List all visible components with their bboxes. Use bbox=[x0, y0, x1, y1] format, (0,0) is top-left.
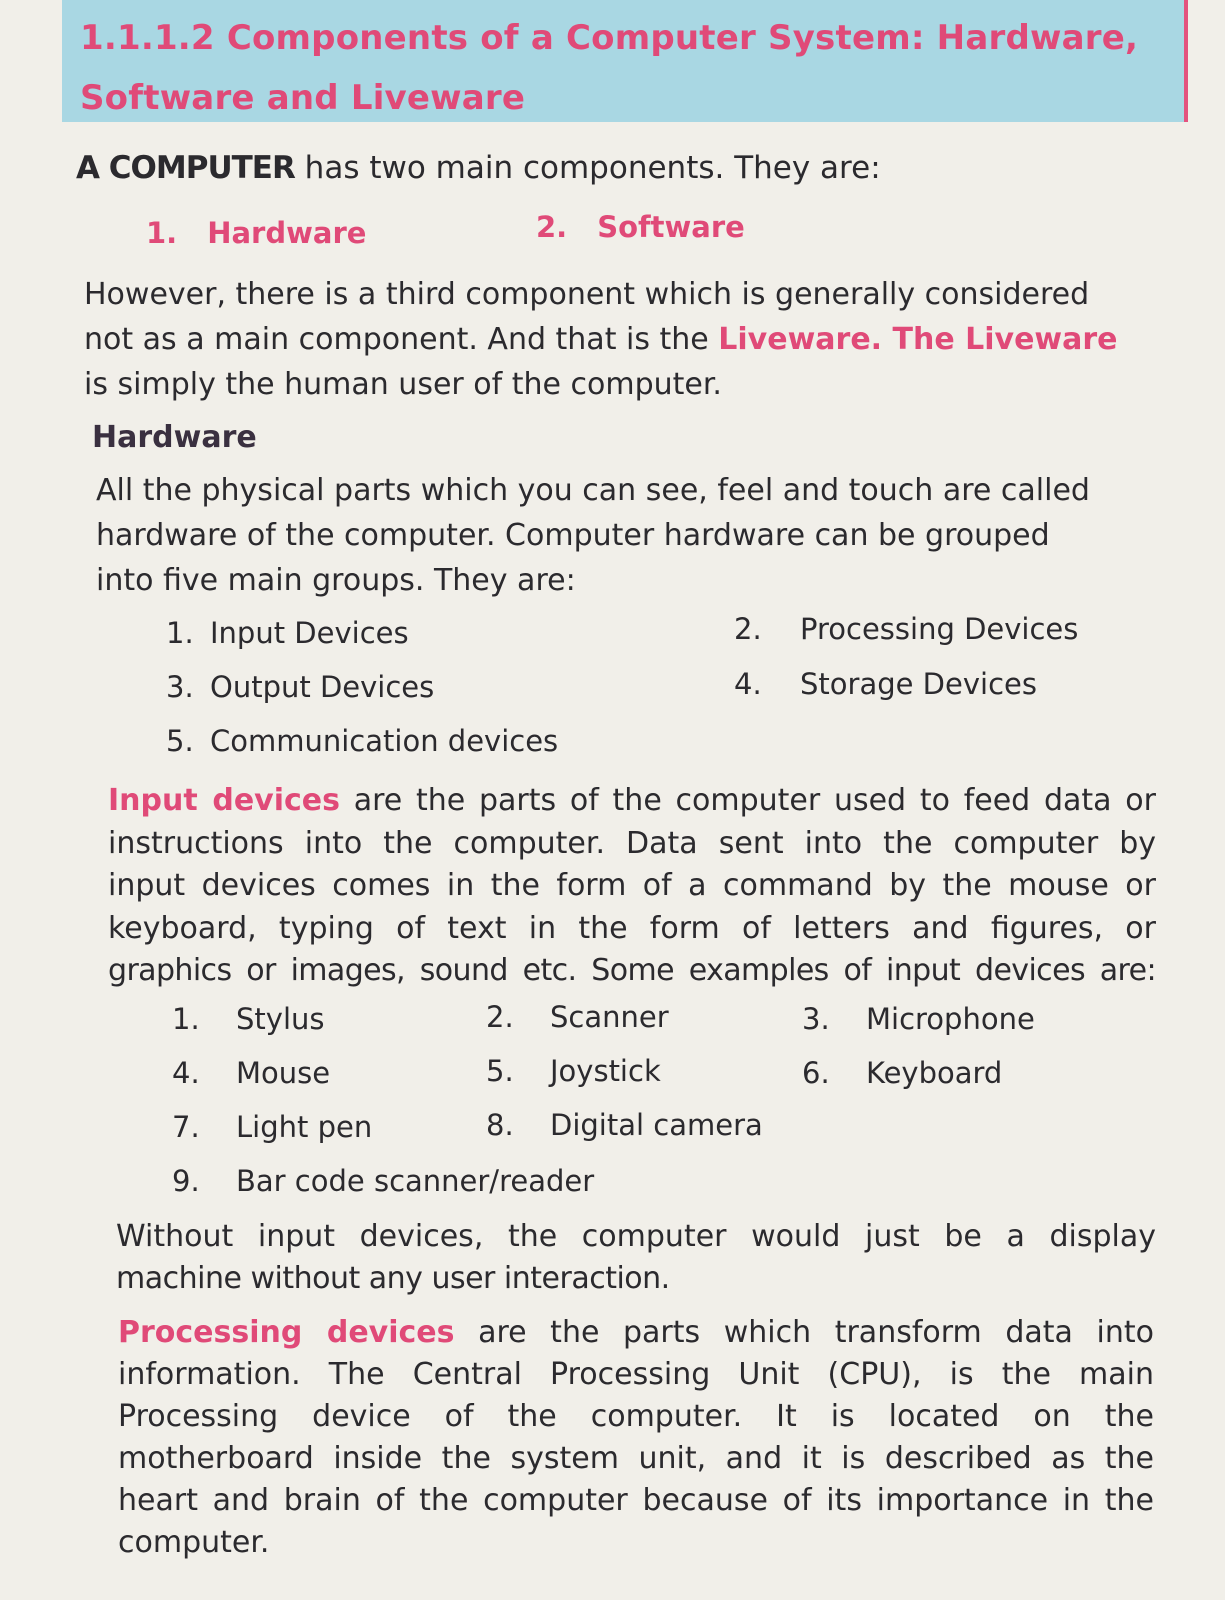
input-closing-paragraph bbox=[116, 1216, 1156, 1300]
paragraph-line: information. The Central Processing Unit (CPU), is the main bbox=[118, 1357, 1154, 1392]
list-item-label: Storage Devices bbox=[800, 667, 1037, 701]
list-item bbox=[146, 216, 366, 250]
paragraph-line: heart and brain of the computer because of its importance in the bbox=[118, 1483, 1154, 1518]
paragraph-line: keyboard, typing of text in the form of letters and figures, or bbox=[108, 910, 1156, 946]
intro-lead-bold: A COMPUTER bbox=[76, 150, 295, 186]
paragraph-line: Without input devices, the computer would just be a display bbox=[116, 1219, 1156, 1254]
liveware-paragraph bbox=[84, 272, 1164, 407]
section-heading bbox=[80, 8, 1164, 128]
section-heading-line1: 1.1.1.2 Components of a Computer System: Hardware, bbox=[80, 18, 1139, 58]
paragraph-line: However, there is a third component which is generally considered bbox=[84, 277, 1090, 312]
paragraph-line: machine without any user interaction. bbox=[116, 1261, 670, 1296]
paragraph-line: input devices comes in the form of a command by the mouse or bbox=[108, 868, 1156, 903]
paragraph-line: hardware of the computer. Computer hardware can be grouped bbox=[96, 518, 1050, 553]
paragraph-line: instructions into the computer. Data sent into the computer by bbox=[108, 825, 1156, 861]
list-item-label: Software bbox=[597, 210, 745, 244]
list-item-label: Joystick bbox=[550, 1054, 661, 1088]
hardware-heading: Hardware bbox=[92, 420, 257, 455]
list-item-number: 2. bbox=[734, 612, 762, 646]
list-item-label: Input Devices bbox=[210, 616, 409, 650]
list-item-number: 5. bbox=[166, 724, 194, 758]
list-item-number: 4. bbox=[172, 1056, 200, 1090]
list-item-number: 1. bbox=[172, 1002, 200, 1036]
paragraph-text: not as a main component. And that is the bbox=[84, 322, 719, 357]
list-item-number: 3. bbox=[166, 670, 194, 704]
main-components-list bbox=[0, 210, 1225, 260]
paragraph-line bbox=[84, 317, 1164, 362]
list-item bbox=[486, 1054, 661, 1088]
paragraph-line: into five main groups. They are: bbox=[96, 563, 576, 598]
input-devices-term: Input devices bbox=[108, 783, 340, 818]
list-item-number: 5. bbox=[486, 1054, 514, 1088]
list-item-label: Hardware bbox=[207, 216, 367, 250]
list-item bbox=[802, 1002, 1035, 1036]
list-item-number: 7. bbox=[172, 1110, 200, 1144]
list-item-number: 2. bbox=[486, 1000, 514, 1034]
list-item bbox=[172, 1056, 330, 1090]
list-item bbox=[166, 670, 434, 704]
list-item bbox=[172, 1110, 372, 1144]
intro-lead-rest: has two main components. They are: bbox=[294, 150, 881, 186]
paragraph-line bbox=[118, 1312, 1154, 1354]
list-item-label: Scanner bbox=[550, 1000, 669, 1034]
paragraph-line: is simply the human user of the computer. bbox=[84, 367, 722, 402]
list-item bbox=[536, 210, 745, 244]
list-item bbox=[166, 724, 558, 758]
list-item-label: Light pen bbox=[236, 1110, 373, 1144]
section-heading-banner bbox=[62, 0, 1188, 122]
list-item bbox=[166, 616, 409, 650]
list-item bbox=[172, 1164, 594, 1198]
list-item-label: Output Devices bbox=[210, 670, 435, 704]
paragraph-line: motherboard inside the system unit, and it is described as the bbox=[118, 1441, 1154, 1476]
liveware-term: Liveware. The Liveware bbox=[718, 322, 1118, 357]
list-item-number: 3. bbox=[802, 1002, 830, 1036]
paragraph-line: Processing device of the computer. It is located on the bbox=[118, 1399, 1154, 1434]
list-item-label: Keyboard bbox=[866, 1056, 1003, 1090]
intro-sentence bbox=[76, 148, 881, 188]
list-item-label: Processing Devices bbox=[800, 612, 1079, 646]
list-item bbox=[486, 1108, 763, 1142]
paragraph-line: All the physical parts which you can see, feel and touch are called bbox=[96, 473, 1090, 508]
list-item bbox=[172, 1002, 325, 1036]
list-item-label: Communication devices bbox=[210, 724, 559, 758]
hardware-groups-list bbox=[0, 612, 1225, 762]
section-heading-line2: Software and Liveware bbox=[80, 78, 526, 118]
list-item-label: Mouse bbox=[236, 1056, 331, 1090]
paragraph-line: computer. bbox=[118, 1525, 270, 1560]
paragraph-text: are the parts of the computer used to feed data or bbox=[340, 783, 1156, 818]
list-item-number: 2. bbox=[536, 210, 568, 244]
list-item-label: Microphone bbox=[866, 1002, 1035, 1036]
paragraph-text: are the parts which transform data into bbox=[454, 1315, 1154, 1350]
hardware-paragraph bbox=[96, 468, 1160, 603]
paragraph-line bbox=[108, 780, 1156, 823]
list-item-number: 1. bbox=[146, 216, 178, 250]
list-item-number: 4. bbox=[734, 667, 762, 701]
list-item bbox=[734, 667, 1037, 701]
list-item-number: 6. bbox=[802, 1056, 830, 1090]
list-item-number: 9. bbox=[172, 1164, 200, 1198]
paragraph-line: graphics or images, sound etc. Some examples of input devices are: bbox=[108, 953, 1156, 988]
list-item-label: Digital camera bbox=[550, 1108, 763, 1142]
input-examples-list bbox=[0, 1000, 1225, 1210]
list-item bbox=[486, 1000, 669, 1034]
list-item bbox=[734, 612, 1078, 646]
list-item bbox=[802, 1056, 1002, 1090]
input-devices-paragraph bbox=[108, 780, 1156, 993]
processing-devices-term: Processing devices bbox=[118, 1315, 455, 1350]
list-item-label: Bar code scanner/reader bbox=[236, 1164, 595, 1198]
list-item-number: 8. bbox=[486, 1108, 514, 1142]
processing-devices-paragraph bbox=[118, 1312, 1154, 1564]
list-item-label: Stylus bbox=[236, 1002, 325, 1036]
list-item-number: 1. bbox=[166, 616, 194, 650]
